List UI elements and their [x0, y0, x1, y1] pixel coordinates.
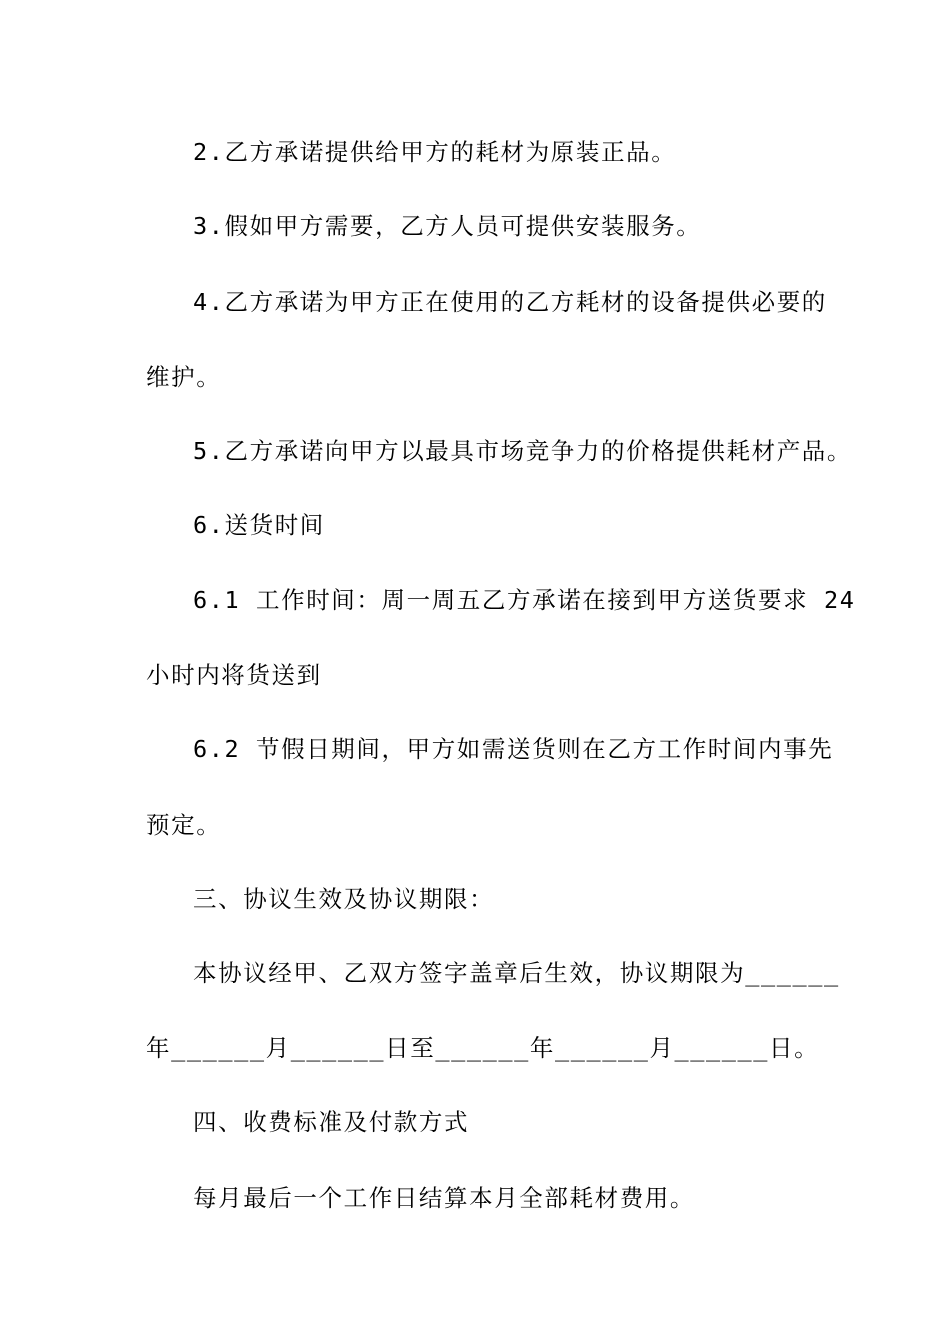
- paragraph-6-1-continued: 小时内将货送到: [146, 661, 322, 689]
- section-3-heading: 三、协议生效及协议期限：: [193, 885, 495, 913]
- paragraph-6-1: 6.1 工作时间：周一周五乙方承诺在接到甲方送货要求 24: [193, 586, 856, 614]
- section-4-heading: 四、收费标准及付款方式: [193, 1108, 470, 1136]
- paragraph-5: 5.乙方承诺向甲方以最具市场竞争力的价格提供耗材产品。: [193, 437, 852, 465]
- paragraph-2: 2.乙方承诺提供给甲方的耗材为原装正品。: [193, 138, 677, 166]
- paragraph-6-2-continued: 预定。: [146, 811, 222, 839]
- paragraph-4: 4.乙方承诺为甲方正在使用的乙方耗材的设备提供必要的: [193, 288, 827, 316]
- paragraph-agreement-term-continued: 年______月______日至______年______月______日。: [146, 1034, 820, 1062]
- paragraph-agreement-term: 本协议经甲、乙双方签字盖章后生效，协议期限为______: [193, 959, 840, 987]
- paragraph-3: 3.假如甲方需要，乙方人员可提供安装服务。: [193, 212, 702, 240]
- section-6-heading: 6.送货时间: [193, 511, 325, 539]
- paragraph-6-2: 6.2 节假日期间，甲方如需送货则在乙方工作时间内事先: [193, 735, 834, 763]
- paragraph-4-continued: 维护。: [146, 363, 222, 391]
- paragraph-settlement: 每月最后一个工作日结算本月全部耗材费用。: [193, 1184, 695, 1212]
